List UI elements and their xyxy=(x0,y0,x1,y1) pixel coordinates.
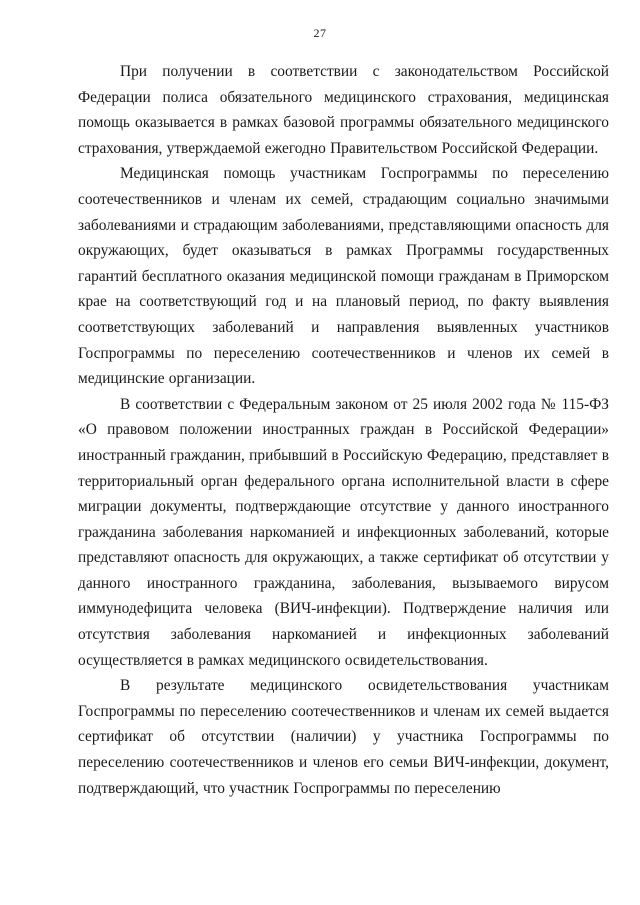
paragraph-medical-care: Медицинская помощь участникам Госпрограммы по переселению соотечественников и членам их семей, страдающим социально значимыми заболеваниями и страдающим заболеваниями, представляющими опасность для окружающих, будет оказываться в рамках Программы государственных гарантий бесплатного оказания медицинской помощи гражданам в Приморском крае на соответствующий год и на плановый период, по факту выявления соответствующих заболеваний и направления выявленных участников Госпрограммы по переселению соотечественников и членов их семей в медицинские организации. xyxy=(78,165,609,388)
paragraph-insurance-policy: При получении в соответствии с законодательством Российской Федерации полиса обязательного медицинского страхования, медицинская помощь оказывается в рамках базовой программы обязательного медицинского страхования, утверждаемой ежегодно Правительством Российской Федерации. xyxy=(78,63,609,157)
paragraph-federal-law: В соответствии с Федеральным законом от 25 июля 2002 года № 115-ФЗ «О правовом положении иностранных граждан в Российской Федерации» иностранный гражданин, прибывший в Российскую Федерацию, представляет в территориальный орган федерального органа исполнительной власти в сфере миграции документы, подтверждающие отсутствие у данного иностранного гражданина заболевания наркоманией и инфекционных заболеваний, которые представляют опасность для окружающих, а также сертификат об отсутствии у данного иностранного гражданина, заболевания, вызываемого вирусом иммунодефицита человека (ВИЧ-инфекции). Подтверждение наличия или отсутствия заболевания наркоманией и инфекционных заболеваний осуществляется в рамках медицинского освидетельствования. xyxy=(78,395,609,669)
document-body xyxy=(78,59,609,801)
page-number: 27 xyxy=(313,26,327,40)
paragraph-examination-result: В результате медицинского освидетельствования участникам Госпрограммы по переселению соотечественников и членам их семей выдается сертификат об отсутствии (наличии) у участника Госпрограммы по переселению соотечественников и членов его семьи ВИЧ-инфекции, документ, подтверждающий, что участник Госпрограммы по переселению xyxy=(78,677,609,797)
